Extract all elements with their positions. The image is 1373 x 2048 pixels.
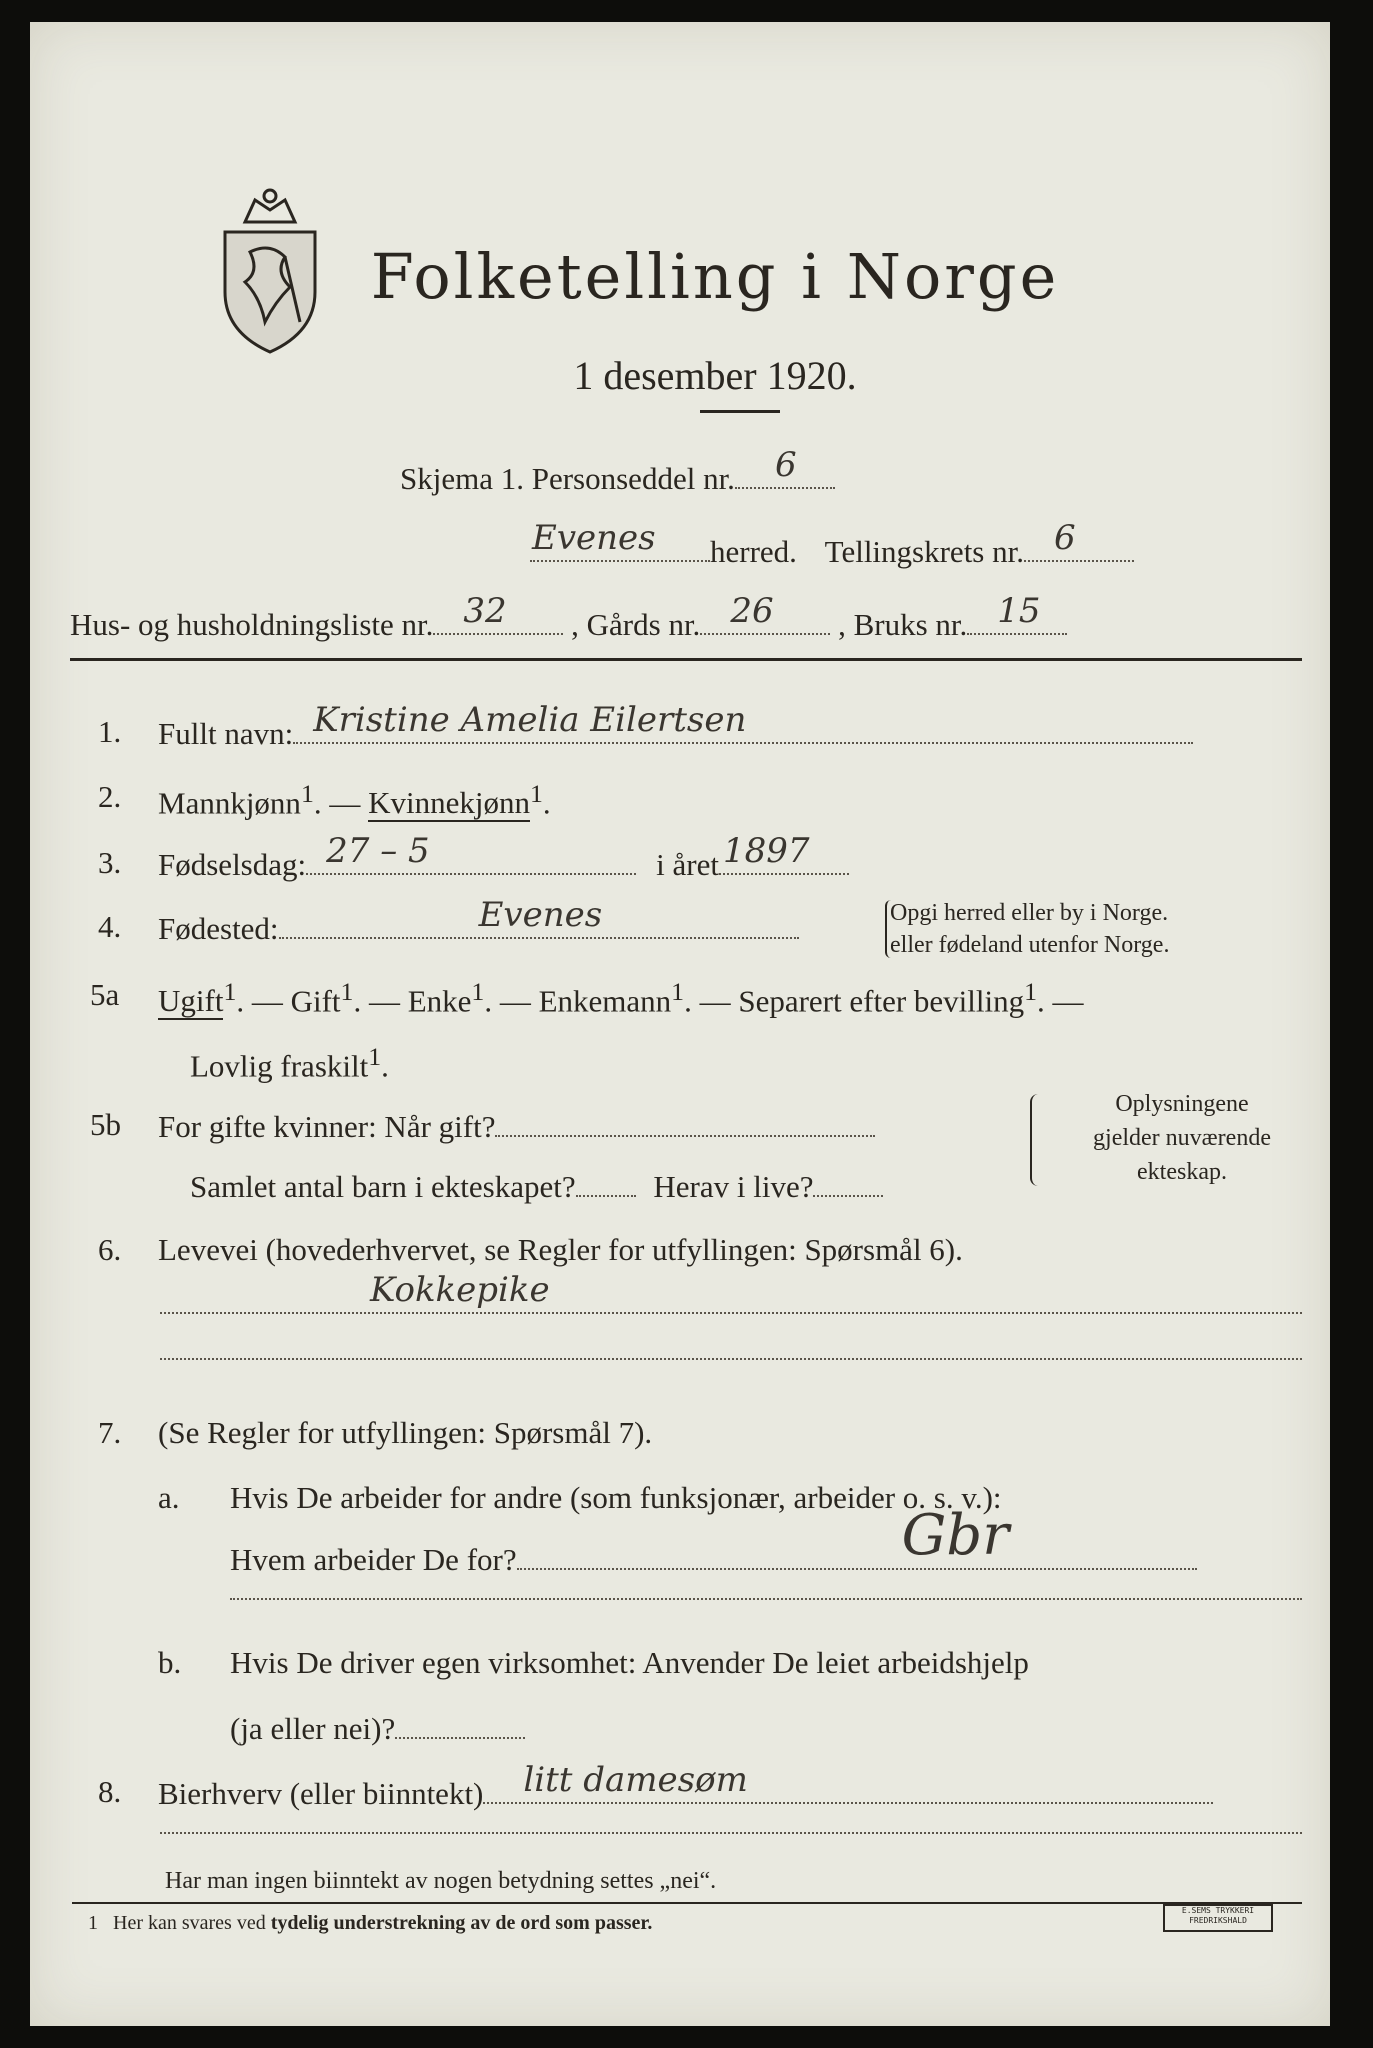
q4-line [158,895,799,947]
tellingskrets-label: Tellingskrets nr. [824,534,1024,569]
form-title: Folketelling i Norge [370,240,1060,313]
bruks-label: , Bruks nr. [838,607,968,642]
q8-number: 8. [98,1774,122,1809]
q5b-brace [1030,1094,1042,1186]
schema-label: Skjema 1. Personseddel nr. [400,461,735,496]
q1-label: Fullt navn: [158,716,294,751]
q7-label: (Se Regler for utfyllingen: Spørsmål 7). [158,1415,653,1450]
birth-year-field[interactable]: 1897 [719,845,849,875]
header-rule [70,658,1302,661]
status-separert-option[interactable]: Separert efter bevilling [738,983,1025,1019]
full-name-field[interactable]: Kristine Amelia Eilertsen [293,714,1193,744]
q7a-letter: a. [158,1480,180,1515]
birthplace-field[interactable]: Evenes [279,909,799,939]
household-label: Hus- og husholdningsliste nr. [70,607,434,642]
q2-line: Mannkjønn$^1$. — Kvinnekjønn$^1$. [158,779,551,821]
year-label: i året [656,847,719,882]
children-field[interactable] [576,1167,636,1197]
herred-line [530,518,1134,570]
q7b-line2 [230,1709,525,1747]
birthday-field[interactable]: 27 – 5 [306,845,636,875]
q1-number: 1. [98,714,122,749]
gards-field[interactable]: 26 [700,605,830,635]
q5a-line2: Lovlig fraskilt$^1$. [190,1042,389,1084]
side-income-field-extra[interactable] [160,1832,1302,1834]
q2-number: 2. [98,779,122,814]
employer-field-extra[interactable] [230,1598,1302,1600]
title-divider [700,410,780,413]
q1-line [158,700,1193,752]
side-income-note: Har man ingen biinntekt av nogen betydning settes „nei“. [165,1868,717,1894]
status-enke-option[interactable]: Enke [407,983,472,1019]
married-when-field[interactable] [495,1107,875,1137]
gards-label: , Gårds nr. [571,607,701,642]
q4-note: Opgi herred eller by i Norge. eller fødeland utenfor Norge. [890,900,1170,958]
q4-brace [885,900,895,958]
q7a-line2 [230,1503,1197,1578]
q8-line [158,1760,1213,1812]
gender-female-option[interactable]: Kvinnekjønn [368,785,530,821]
personseddel-field[interactable]: 6 [735,459,835,489]
hired-help-field[interactable] [395,1709,525,1739]
printer-stamp: E.SEMS TRYKKERI FREDRIKSHALD [1163,1904,1273,1932]
alive-label: Herav i live? [653,1169,814,1204]
gender-male-option[interactable]: Mannkjønn [158,785,301,821]
occupation-field[interactable]: Kokkepike [160,1284,1302,1314]
q5a-number: 5a [90,977,120,1012]
household-field[interactable]: 32 [433,605,563,635]
status-fraskilt-option[interactable]: Lovlig fraskilt [190,1048,369,1084]
q7b-letter: b. [158,1645,182,1680]
tellingskrets-field[interactable]: 6 [1024,532,1134,562]
children-label: Samlet antal barn i ekteskapet? [190,1169,576,1204]
q7a-label: Hvis De arbeider for andre (som funksjonær, arbeider o. s. v.): [230,1480,1002,1515]
q4-label: Fødested: [158,911,279,946]
q6-number: 6. [98,1232,122,1267]
q5b-label: For gifte kvinner: Når gift? [158,1109,496,1144]
q6-label: Levevei (hovederhvervet, se Regler for utfyllingen: Spørsmål 6). [158,1232,963,1267]
q3-line [158,831,849,883]
household-line [70,591,1067,643]
status-ugift-option[interactable]: Ugift [158,983,224,1019]
status-gift-option[interactable]: Gift [290,983,341,1019]
q8-label: Bierhverv (eller biinntekt) [158,1776,484,1811]
q5b-line [158,1107,875,1145]
bruks-field[interactable]: 15 [967,605,1067,635]
employer-label: Hvem arbeider De for? [230,1542,517,1577]
status-enkemann-option[interactable]: Enkemann [538,983,672,1019]
employer-field[interactable]: Gbr [517,1540,1197,1570]
q5b-line2 [190,1167,883,1205]
schema-line [400,445,835,497]
herred-label: herred. [710,534,797,569]
q3-label: Fødselsdag: [158,847,307,882]
q5a-line: Ugift$^1$. — Gift$^1$. — Enke$^1$. — Enkemann$^1$. — Separert efter bevilling$^1$. — [158,977,1084,1019]
footnote: 1 Her kan svares ved tydelig understrekning av de ord som passer. [88,1912,653,1934]
occupation-field-extra[interactable] [160,1358,1302,1360]
q5b-note: Oplysningene gjelder nuværende ekteskap. [1093,1091,1271,1185]
side-income-field[interactable]: litt damesøm [483,1774,1213,1804]
footer-rule [72,1902,1302,1904]
q7b-label: Hvis De driver egen virksomhet: Anvender De leiet arbeidshjelp [230,1645,1029,1680]
q3-number: 3. [98,845,122,880]
q5b-number: 5b [90,1107,121,1142]
alive-field[interactable] [813,1167,883,1197]
herred-field[interactable]: Evenes [530,532,710,562]
form-date: 1 desember 1920. [573,353,857,398]
hired-help-label: (ja eller nei)? [230,1711,396,1746]
q7-number: 7. [98,1415,122,1450]
census-form-page [30,22,1330,2026]
q4-number: 4. [98,909,122,944]
